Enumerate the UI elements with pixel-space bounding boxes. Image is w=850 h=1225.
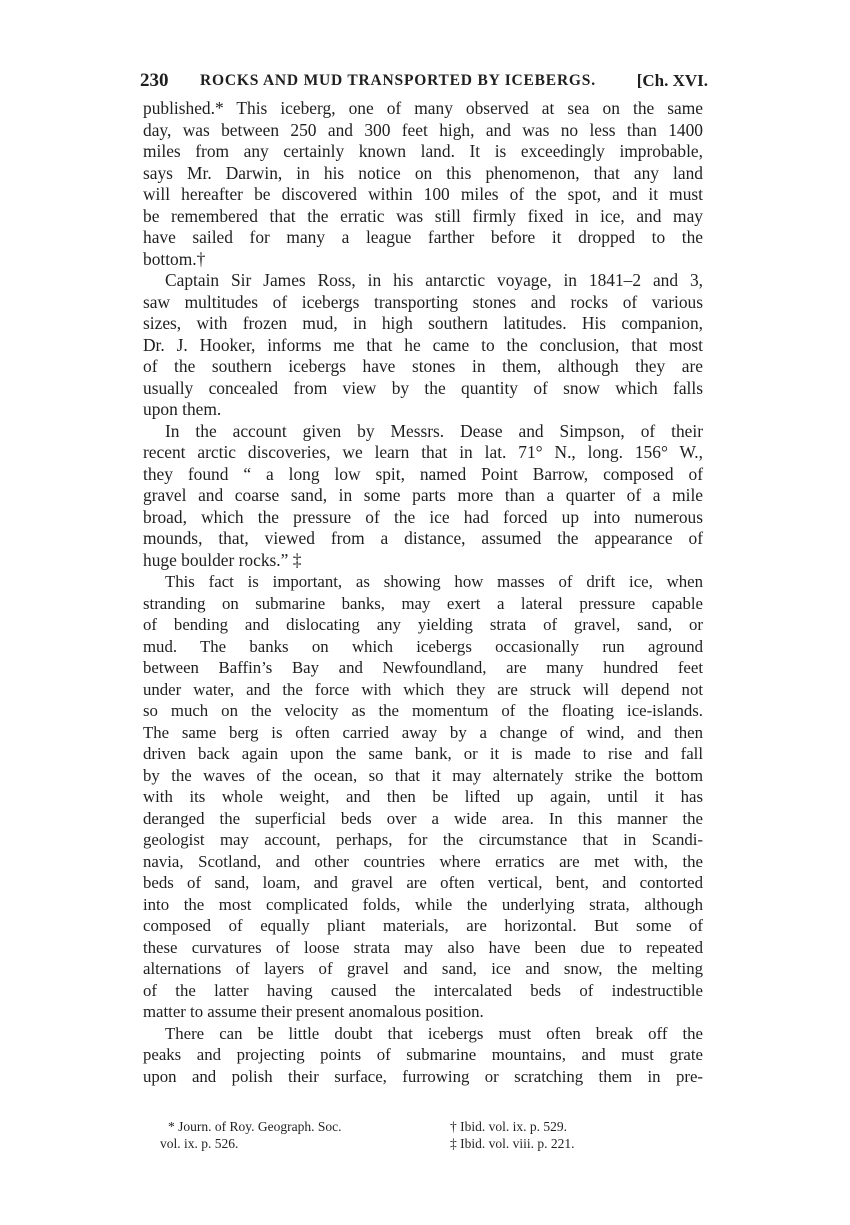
text-line: The same berg is often carried away by a change of wind, and then xyxy=(143,722,703,742)
text-line: be remembered that the erratic was still firmly fixed in ice, and may xyxy=(143,205,703,226)
text-line: sizes, with frozen mud, in high southern latitudes. His companion, xyxy=(143,313,703,333)
text-line: under water, and the force with which they are struck will depend not xyxy=(143,679,703,699)
text-line: so much on the velocity as the momentum of the floating ice-islands. xyxy=(143,701,703,720)
paragraph xyxy=(143,571,703,1023)
text-line: by the waves of the ocean, so that it may alternately strike the bottom xyxy=(143,765,703,785)
text-line: says Mr. Darwin, in his notice on this phenomenon, that any land xyxy=(143,162,703,183)
text-line: Captain Sir James Ross, in his antarctic voyage, in 1841–2 and 3, xyxy=(165,270,703,290)
text-line: recent arctic discoveries, we learn that in lat. 71° N., long. 156° W., xyxy=(143,442,703,462)
text-line: geologist may account, perhaps, for the circumstance that in Scandi- xyxy=(143,830,703,849)
text-line: upon them. xyxy=(143,399,222,419)
paragraph xyxy=(143,270,703,421)
text-line: of bending and dislocating any yielding strata of gravel, sand, or xyxy=(143,615,703,634)
text-line: huge boulder rocks.” ‡ xyxy=(143,549,302,570)
footnote-star-line1: * Journ. of Roy. Geograph. Soc. xyxy=(168,1119,342,1134)
page-number: 230 xyxy=(140,70,169,91)
text-line: navia, Scotland, and other countries where erratics are met with, the xyxy=(143,851,703,871)
text-line: deranged the superficial beds over a wide area. In this manner the xyxy=(143,808,703,828)
text-line: matter to assume their present anomalous position. xyxy=(143,1002,484,1021)
footnote-double-dagger: ‡ Ibid. vol. viii. p. 221. xyxy=(450,1136,575,1151)
text-line: peaks and projecting points of submarine mountains, and must grate xyxy=(143,1045,703,1064)
text-line: of the southern icebergs have stones in them, although they are xyxy=(143,356,703,376)
text-line: usually concealed from view by the quantity of snow which falls xyxy=(143,377,703,398)
text-line: of the latter having caused the intercalated beds of indestructible xyxy=(143,980,703,1000)
text-line: In the account given by Messrs. Dease and Simpson, of their xyxy=(165,420,703,441)
running-title: ROCKS AND MUD TRANSPORTED BY ICEBERGS. xyxy=(200,72,596,89)
text-line: broad, which the pressure of the ice had forced up into numerous xyxy=(143,506,703,527)
text-line: alternations of layers of gravel and sand, ice and snow, the melting xyxy=(143,959,703,978)
text-line: Dr. J. Hooker, informs me that he came to the conclusion, that most xyxy=(143,334,703,355)
text-line: between Baffin’s Bay and Newfoundland, are many hundred feet xyxy=(143,658,703,677)
text-line: will hereafter be discovered within 100 miles of the spot, and it must xyxy=(143,184,703,204)
running-header xyxy=(140,68,708,94)
paragraph xyxy=(143,1023,703,1088)
text-line: into the most complicated folds, while the underlying strata, although xyxy=(143,894,703,914)
text-line: gravel and coarse sand, in some parts more than a quarter of a mile xyxy=(143,485,703,505)
body-text xyxy=(143,98,703,1087)
text-line: saw multitudes of icebergs transporting stones and rocks of various xyxy=(143,291,703,312)
footnote-star-line2: vol. ix. p. 526. xyxy=(160,1136,239,1151)
text-line: with its whole weight, and then be lifted up again, until it has xyxy=(143,787,703,806)
text-line: There can be little doubt that icebergs must often break off the xyxy=(165,1023,703,1043)
text-line: beds of sand, loam, and gravel are often vertical, bent, and contorted xyxy=(143,873,703,892)
text-line: published.* This iceberg, one of many observed at sea on the same xyxy=(143,98,703,118)
text-line: This fact is important, as showing how masses of drift ice, when xyxy=(165,572,703,591)
text-line: mounds, that, viewed from a distance, assumed the appearance of xyxy=(143,528,703,548)
text-line: have sailed for many a league farther before it dropped to the xyxy=(143,227,703,247)
text-line: these curvatures of loose strata may also have been due to repeated xyxy=(143,937,703,957)
text-line: they found “ a long low spit, named Point Barrow, composed of xyxy=(143,463,703,484)
text-line: stranding on submarine banks, may exert a lateral pressure capable xyxy=(143,593,703,613)
footnote-dagger: † Ibid. vol. ix. p. 529. xyxy=(450,1119,567,1134)
paragraph xyxy=(143,98,703,270)
chapter-label: [Ch. XVI. xyxy=(636,71,708,90)
text-line: mud. The banks on which icebergs occasionally run aground xyxy=(143,636,703,656)
text-line: driven back again upon the same bank, or it is made to rise and fall xyxy=(143,744,703,763)
text-line: composed of equally pliant materials, are horizontal. But some of xyxy=(143,916,703,935)
text-line: bottom.† xyxy=(143,248,206,269)
text-line: upon and polish their surface, furrowing or scratching them in pre- xyxy=(143,1066,703,1086)
text-line: miles from any certainly known land. It is exceedingly improbable, xyxy=(143,141,703,161)
text-line: day, was between 250 and 300 feet high, and was no less than 1400 xyxy=(143,119,703,140)
paragraph xyxy=(143,421,703,572)
